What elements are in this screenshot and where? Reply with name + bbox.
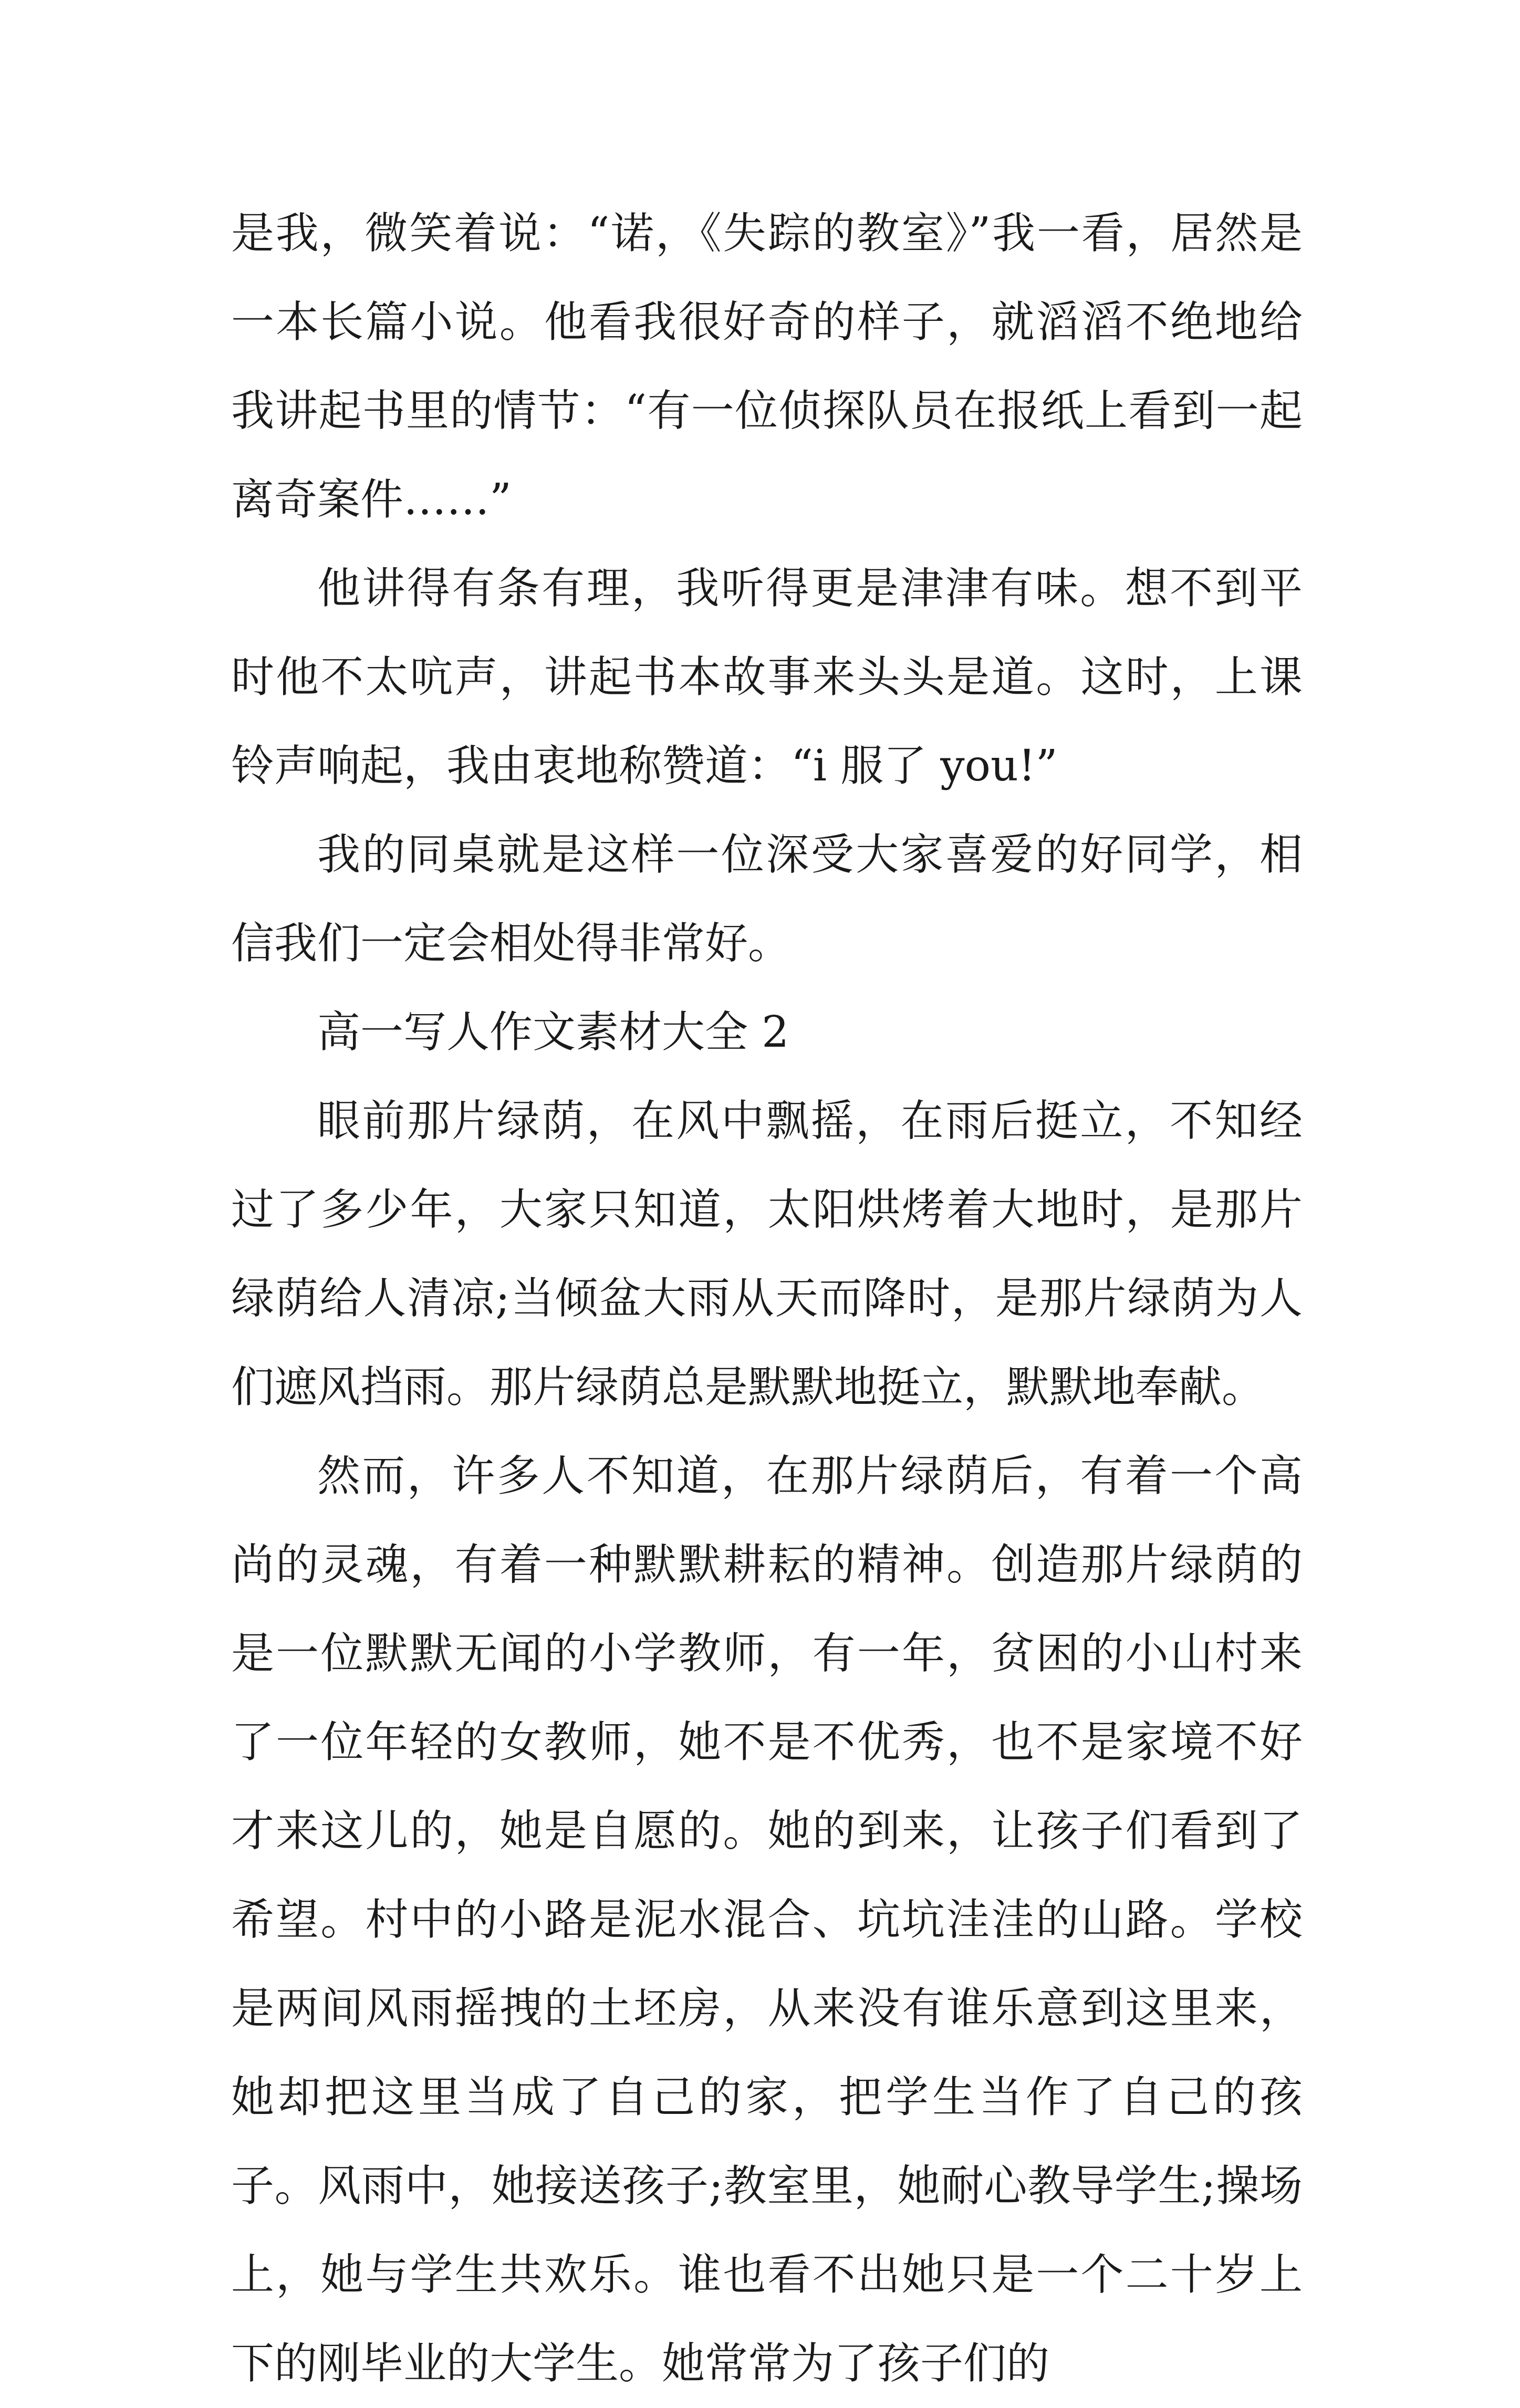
paragraph: 他讲得有条有理，我听得更是津津有味。想不到平时他不太吭声，讲起书本故事来头头是道。这时，上课铃声响起，我由衷地称赞道：“i 服了 you!” [231, 564, 1303, 791]
section-title: 高一写人作文素材大全 2 [317, 1007, 789, 1057]
paragraph: 眼前那片绿荫，在风中飘摇，在雨后挺立，不知经过了多少年，大家只知道，太阳烘烤着大地时，是那片绿荫给人清凉;当倾盆大雨从天而降时，是那片绿荫为人们遮风挡雨。那片绿荫总是默默地挺立，默默地奉献。 [231, 1096, 1303, 1412]
paragraph: 我的同桌就是这样一位深受大家喜爱的好同学，相信我们一定会相处得非常好。 [231, 830, 1303, 968]
paragraph-continued: 是我，微笑着说：“诺，《失踪的教室》”我一看，居然是一本长篇小说。他看我很好奇的样子，就滔滔不绝地给我讲起书里的情节：“有一位侦探队员在报纸上看到一起离奇案件……” [231, 209, 1303, 525]
document-body [231, 189, 1303, 2408]
paragraph: 然而，许多人不知道，在那片绿荫后，有着一个高尚的灵魂，有着一种默默耕耘的精神。创造那片绿荫的是一位默默无闻的小学教师，有一年，贫困的小山村来了一位年轻的女教师，她不是不优秀，也不是家境不好才来这儿的，她是自愿的。她的到来，让孩子们看到了希望。村中的小路是泥水混合、坑坑洼洼的山路。学校是两间风雨摇拽的土坯房，从来没有谁乐意到这里来，她却把这里当成了自己的家，把学生当作了自己的孩子。风雨中，她接送孩子;教室里，她耐心教导学生;操场上，她与学生共欢乐。谁也看不出她只是一个二十岁上下的刚毕业的大学生。她常常为了孩子们的 [231, 1451, 1303, 2389]
